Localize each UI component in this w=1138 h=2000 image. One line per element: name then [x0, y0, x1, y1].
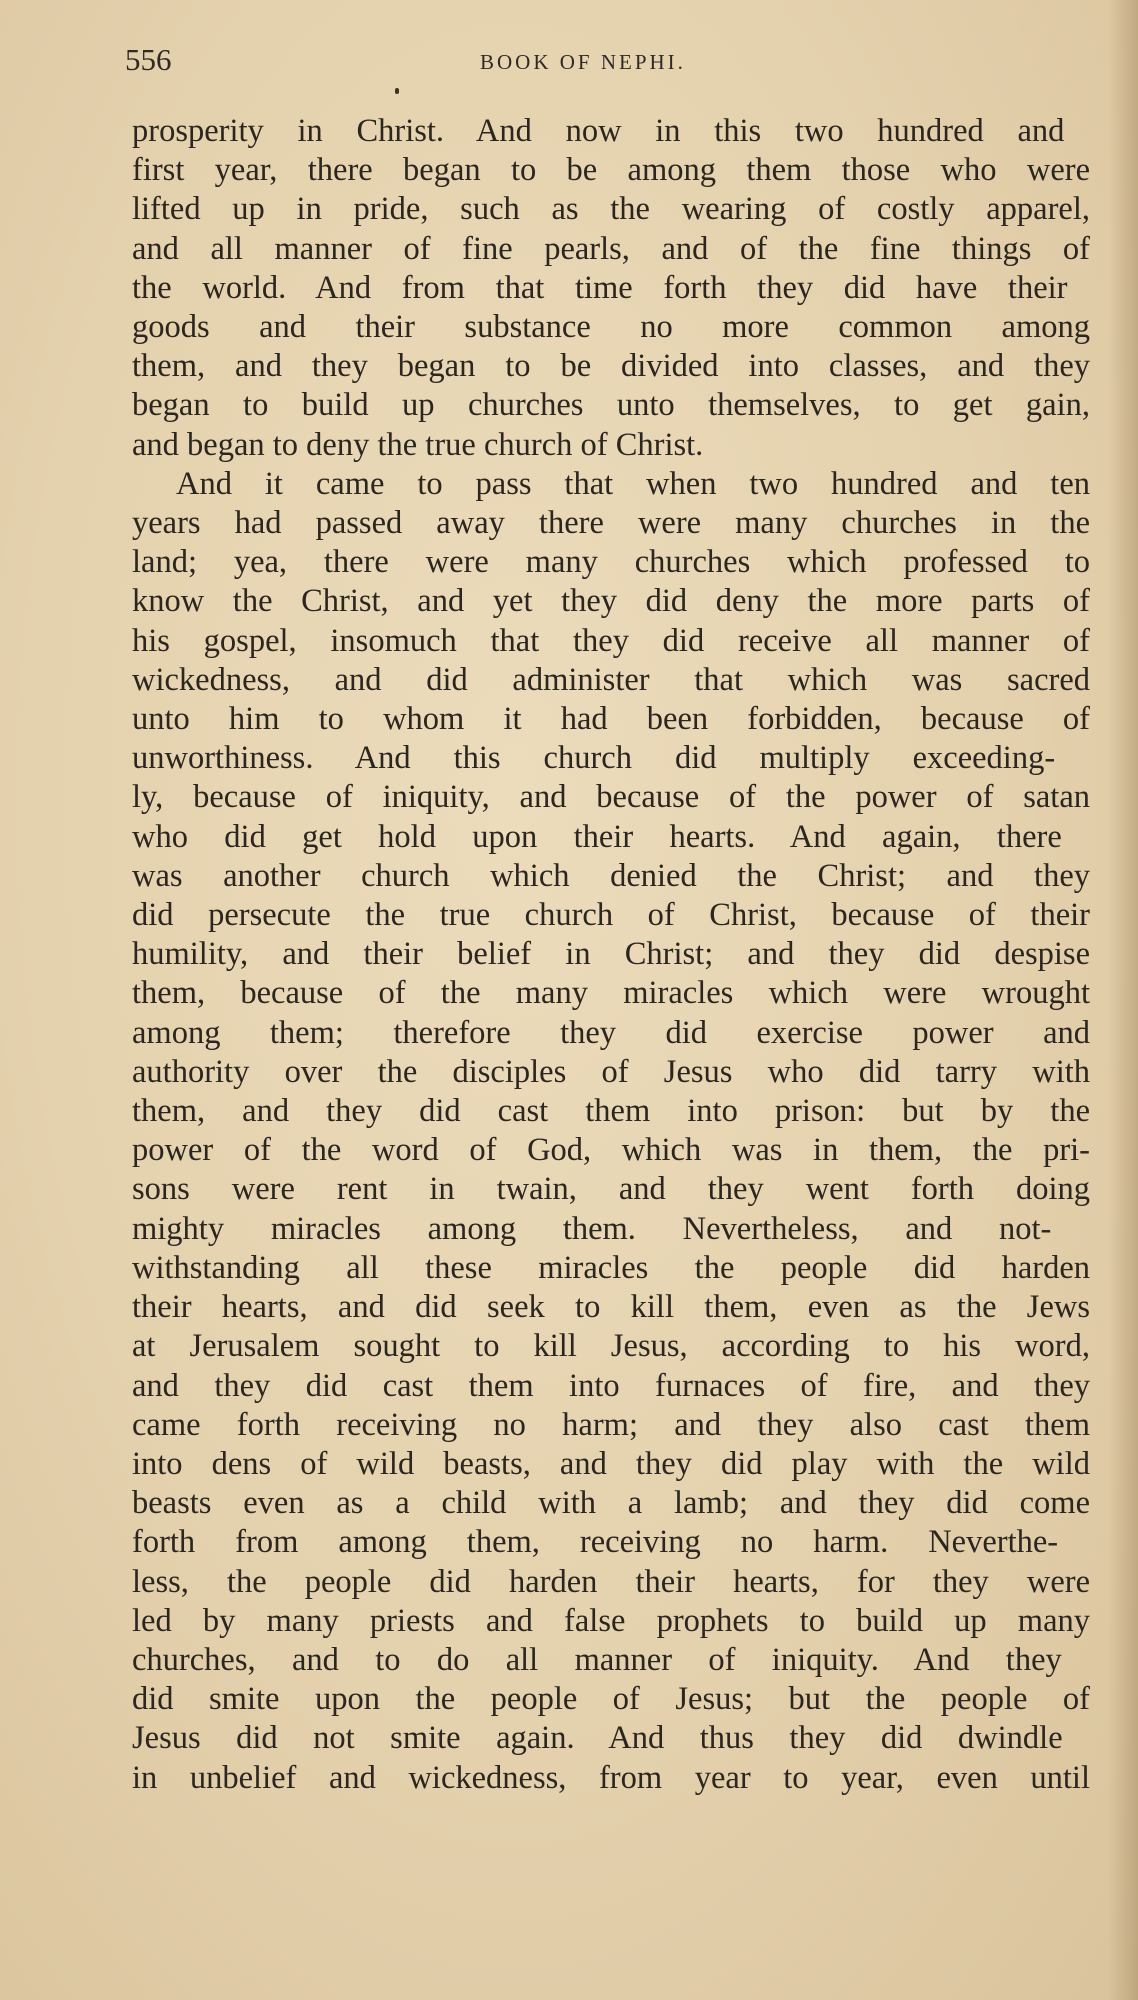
paragraph-end-line: and began to deny the true church of Christ.: [132, 426, 704, 463]
text-line: came forth receiving no harm; and they also cast them: [132, 1406, 1090, 1443]
text-line: power of the word of God, which was in them, the pri-: [132, 1132, 1090, 1169]
text-line: into dens of wild beasts, and they did play with the wild: [132, 1445, 1090, 1482]
text-line: among them; therefore they did exercise power and: [132, 1014, 1090, 1051]
text-line: humility, and their belief in Christ; and they did despise: [132, 936, 1090, 973]
text-line: first year, there began to be among them those who were: [132, 152, 1090, 189]
text-line: the world. And from that time forth they did have their: [132, 269, 1068, 306]
text-line: authority over the disciples of Jesus who did tarry with: [132, 1053, 1090, 1090]
text-line: years had passed away there were many churches in the: [132, 505, 1090, 542]
page-header: [125, 42, 1090, 82]
text-line: lifted up in pride, such as the wearing of costly apparel,: [132, 191, 1090, 228]
text-line: goods and their substance no more common among: [132, 309, 1090, 346]
text-line: did smite upon the people of Jesus; but the people of: [132, 1681, 1090, 1718]
text-line: and all manner of fine pearls, and of the fine things of: [132, 230, 1090, 267]
text-line: at Jerusalem sought to kill Jesus, according to his word,: [132, 1328, 1090, 1365]
text-line: sons were rent in twain, and they went forth doing: [132, 1171, 1090, 1208]
text-line: ly, because of iniquity, and because of the power of satan: [132, 779, 1090, 816]
text-line: prosperity in Christ. And now in this two hundred and: [132, 113, 1065, 149]
text-line: in unbelief and wickedness, from year to year, even until: [132, 1759, 1090, 1796]
text-line: and they did cast them into furnaces of fire, and they: [132, 1367, 1090, 1404]
text-line: led by many priests and false prophets to build up many: [132, 1602, 1090, 1639]
text-line: unto him to whom it had been forbidden, because of: [132, 701, 1090, 738]
text-line: was another church which denied the Christ; and they: [132, 857, 1090, 894]
text-line: began to build up churches unto themselves, to get gain,: [132, 387, 1090, 424]
text-line: their hearts, and did seek to kill them, even as the Jews: [132, 1289, 1090, 1326]
text-line: beasts even as a child with a lamb; and they did come: [132, 1485, 1090, 1522]
text-line: them, and they did cast them into prison: but by the: [132, 1093, 1090, 1130]
text-line: withstanding all these miracles the people did harden: [132, 1249, 1090, 1286]
text-line: his gospel, insomuch that they did receive all manner of: [132, 622, 1090, 659]
text-line: them, because of the many miracles which were wrought: [132, 975, 1090, 1012]
text-line: them, and they began to be divided into classes, and they: [132, 348, 1090, 385]
paragraph-start-line: And it came to pass that when two hundred and ten: [176, 465, 1090, 502]
text-line: who did get hold upon their hearts. And again, there: [132, 818, 1062, 855]
running-head: BOOK OF NEPHI.: [480, 50, 686, 74]
text-line: churches, and to do all manner of iniquity. And they: [132, 1641, 1062, 1678]
text-line: did persecute the true church of Christ, because of their: [132, 897, 1090, 934]
text-line: land; yea, there were many churches which professed to: [132, 544, 1090, 581]
text-line: Jesus did not smite again. And thus they did dwindle: [132, 1720, 1063, 1757]
page-number: 556: [125, 42, 172, 77]
text-line: mighty miracles among them. Nevertheless, and not-: [132, 1210, 1052, 1247]
text-line: wickedness, and did administer that which was sacred: [132, 661, 1090, 698]
ink-speck: [395, 88, 399, 94]
text-line: less, the people did harden their hearts, for they were: [132, 1563, 1090, 1600]
text-line: forth from among them, receiving no harm. Neverthe-: [132, 1524, 1059, 1561]
text-line: unworthiness. And this church did multiply exceeding-: [132, 740, 1056, 777]
body-text: [132, 112, 1090, 1798]
text-line: know the Christ, and yet they did deny the more parts of: [132, 583, 1090, 620]
